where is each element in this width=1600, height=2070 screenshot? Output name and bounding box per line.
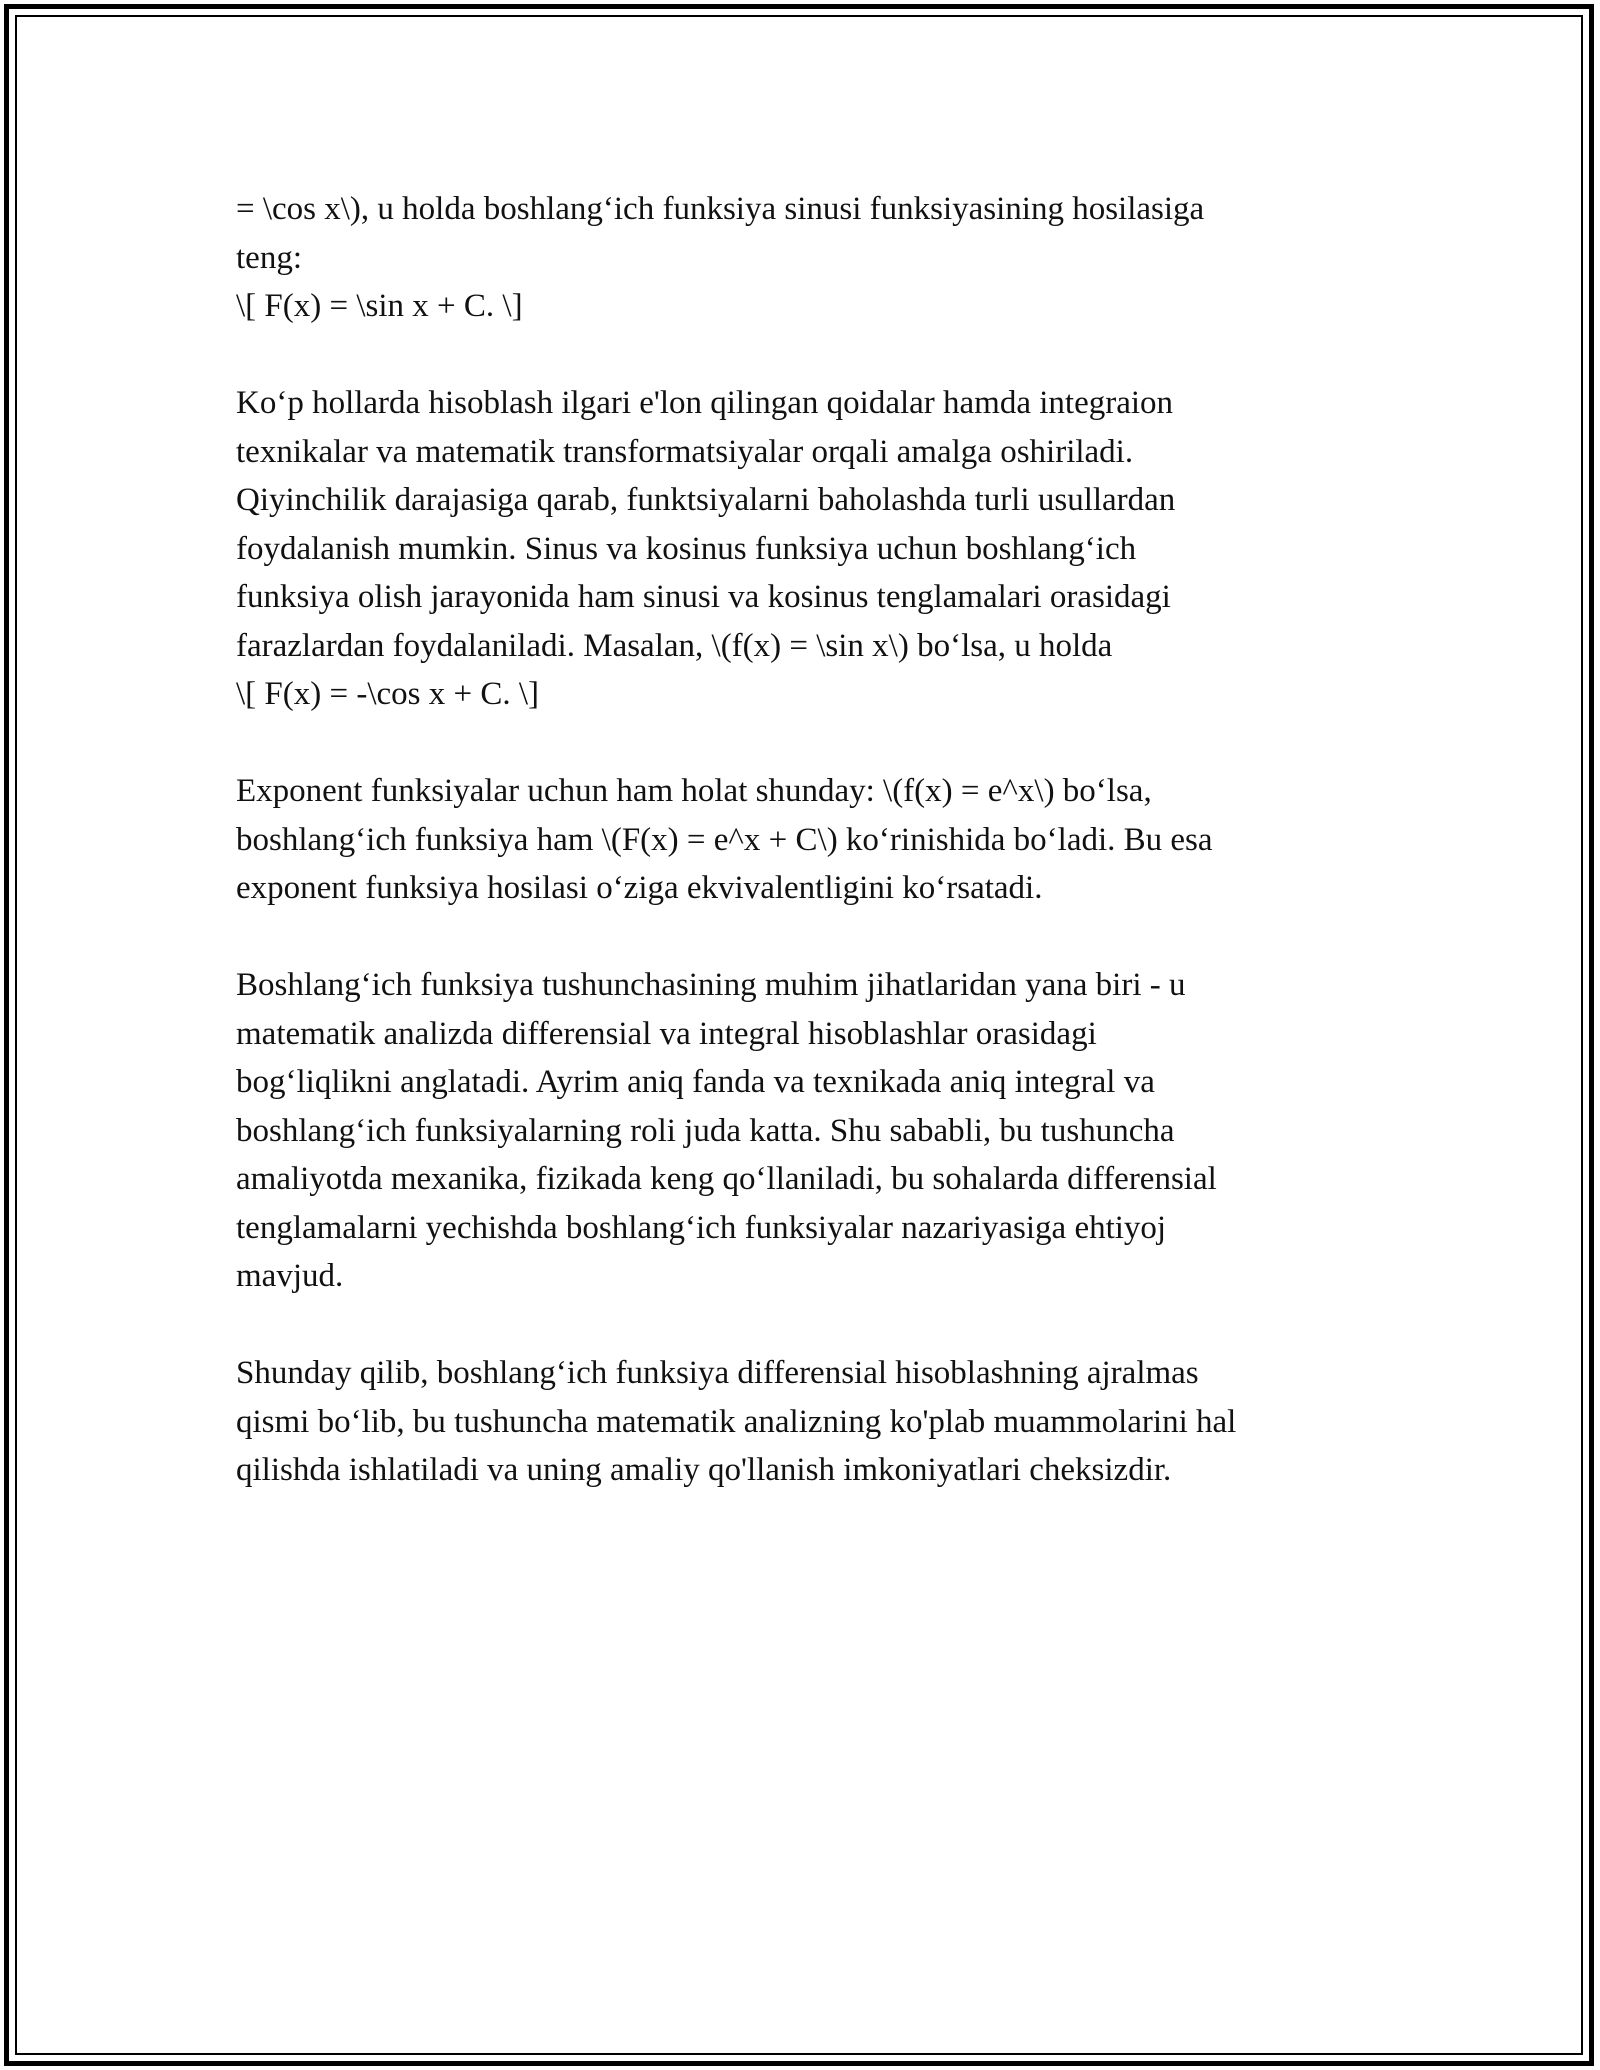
text-line: Boshlang‘ich funksiya tushunchasining muhim jihatlaridan yana biri - u xyxy=(236,967,1186,1003)
text-line: boshlang‘ich funksiya ham \(F(x) = e^x + C\) ko‘rinishida bo‘ladi. Bu esa xyxy=(236,821,1213,858)
document-body xyxy=(236,185,1366,1543)
text-line: foydalanish mumkin. Sinus va kosinus funksiya uchun boshlang‘ich xyxy=(236,530,1137,567)
text-line: Shunday qilib, boshlang‘ich funksiya differensial hisoblashning ajralmas xyxy=(236,1355,1199,1391)
text-line: amaliyotda mexanika, fizikada keng qo‘llaniladi, bu sohalarda differensial xyxy=(236,1161,1217,1197)
formula-line: \[ F(x) = \sin x + C. \] xyxy=(236,288,523,324)
text-line: farazlardan foydalaniladi. Masalan, \(f(x) = \sin x\) bo‘lsa, u holda xyxy=(236,627,1113,664)
text-line: mavjud. xyxy=(236,1258,344,1294)
text-line: qismi bo‘lib, bu tushuncha matematik analizning ko'plab muammolarini hal xyxy=(236,1403,1237,1440)
text-line: qilishda ishlatiladi va uning amaliy qo'llanish imkoniyatlari cheksizdir. xyxy=(236,1452,1172,1488)
text-line: = \cos x\), u holda boshlang‘ich funksiya sinusi funksiyasining hosilasiga xyxy=(236,191,1205,227)
text-line: bog‘liqlikni anglatadi. Ayrim aniq fanda va texnikada aniq integral va xyxy=(236,1064,1155,1100)
paragraph-3 xyxy=(236,767,1366,913)
text-line: texnikalar va matematik transformatsiyalar orqali amalga oshiriladi. xyxy=(236,433,1134,470)
text-line: boshlang‘ich funksiyalarning roli juda katta. Shu sababli, bu tushuncha xyxy=(236,1112,1175,1149)
text-line: Exponent funksiyalar uchun ham holat shunday: \(f(x) = e^x\) bo‘lsa, xyxy=(236,773,1152,809)
paragraph-1 xyxy=(236,185,1366,331)
text-line: Ko‘p hollarda hisoblash ilgari e'lon qilingan qoidalar hamda integraion xyxy=(236,385,1174,421)
text-line: funksiya olish jarayonida ham sinusi va kosinus tenglamalari orasidagi xyxy=(236,579,1171,615)
text-line: exponent funksiya hosilasi o‘ziga ekvivalentligini ko‘rsatadi. xyxy=(236,870,1043,906)
paragraph-4 xyxy=(236,961,1366,1301)
formula-line: \[ F(x) = -\cos x + C. \] xyxy=(236,676,540,712)
text-line: Qiyinchilik darajasiga qarab, funktsiyalarni baholashda turli usullardan xyxy=(236,482,1176,518)
text-line: matematik analizda differensial va integral hisoblashlar orasidagi xyxy=(236,1015,1097,1052)
text-line: tenglamalarni yechishda boshlang‘ich funksiyalar nazariyasiga ehtiyoj xyxy=(236,1209,1167,1246)
paragraph-5 xyxy=(236,1349,1366,1495)
paragraph-2 xyxy=(236,379,1366,719)
text-line: teng: xyxy=(236,239,302,276)
